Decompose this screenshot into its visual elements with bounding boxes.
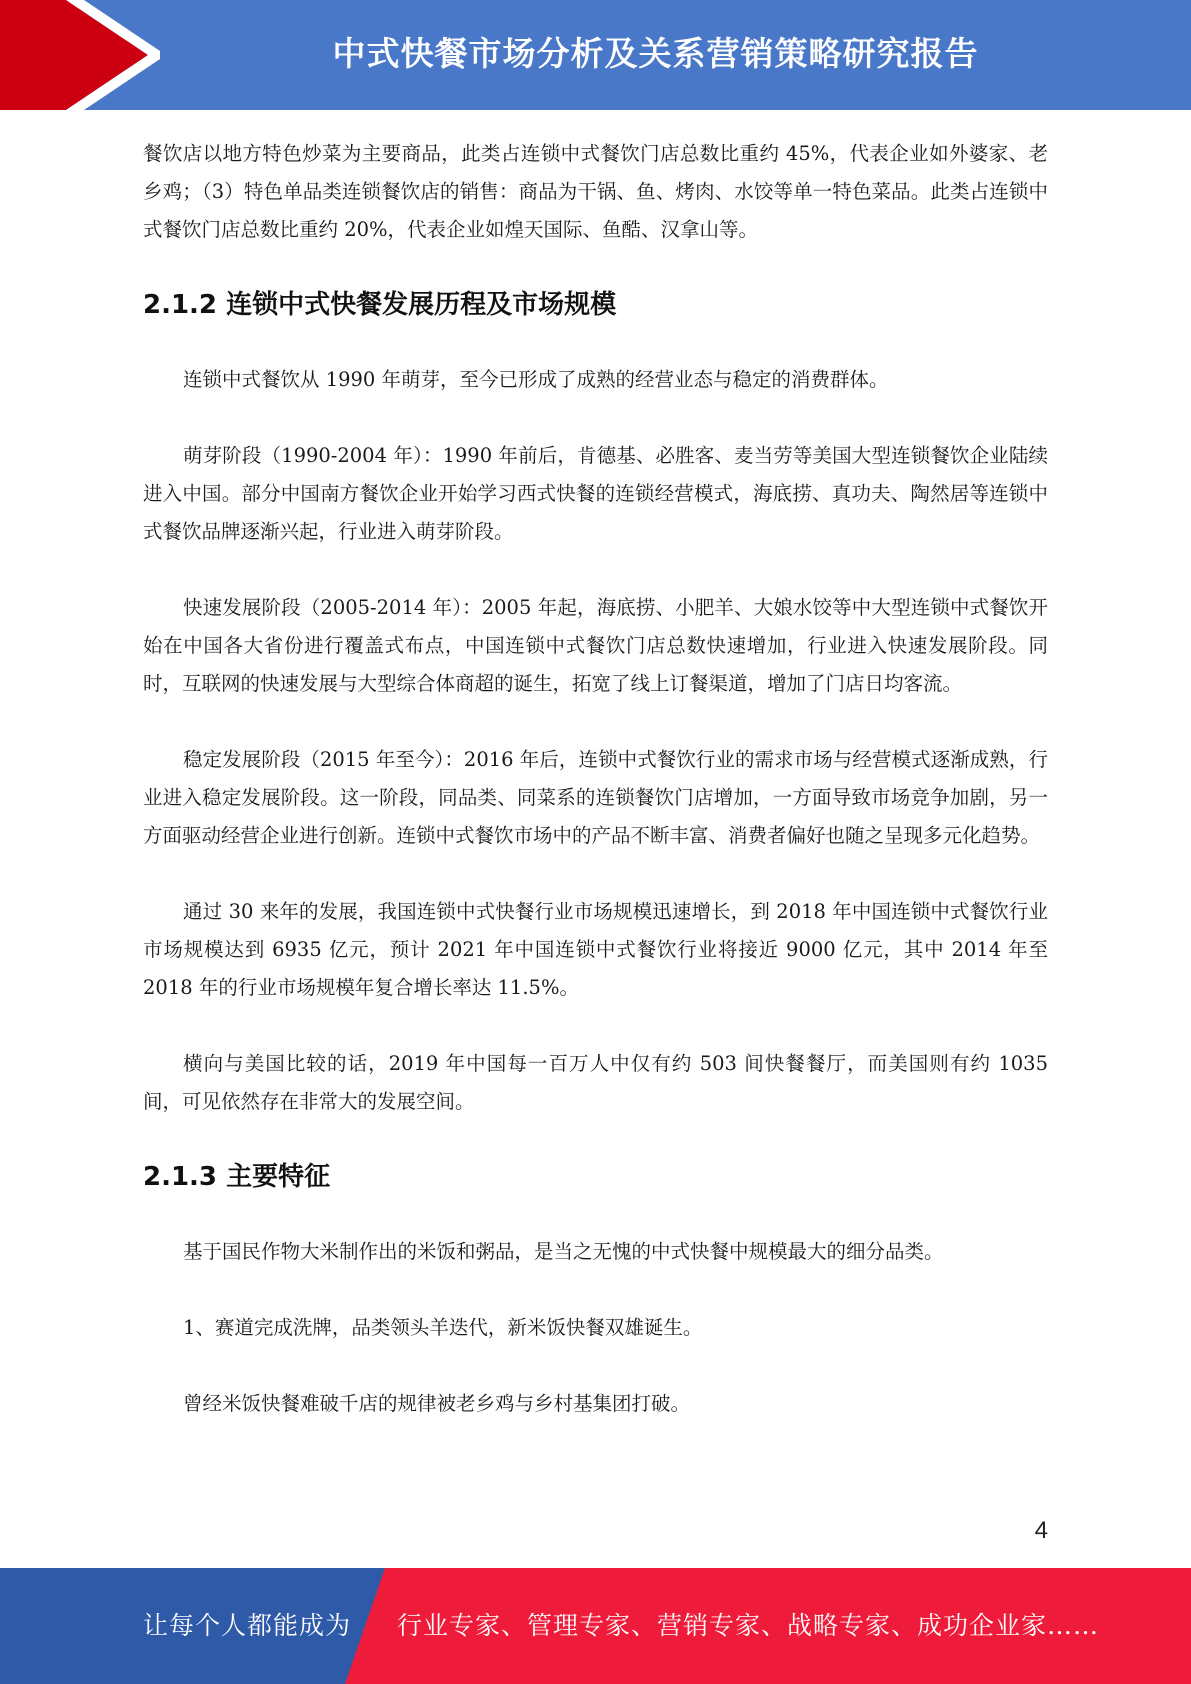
page-footer: [0, 1568, 1191, 1684]
paragraph: 1、赛道完成洗牌，品类领头羊迭代，新米饭快餐双雄诞生。: [183, 1316, 703, 1339]
page-number: 4: [1034, 1517, 1048, 1544]
paragraph: 横向与美国比较的话，2019 年中国每一百万人中仅有约 503 间快餐餐厅，而美国则有约 1035 间，可见依然存在非常大的发展空间。: [143, 1052, 1048, 1113]
section-heading-2-1-2: 2.1.2 连锁中式快餐发展历程及市场规模: [143, 290, 617, 320]
paragraph: 基于国民作物大米制作出的米饭和粥品，是当之无愧的中式快餐中规模最大的细分品类。: [183, 1240, 944, 1263]
intro-paragraph: 餐饮店以地方特色炒菜为主要商品，此类占连锁中式餐饮门店总数比重约 45%，代表企业如外婆家、老乡鸡；（3）特色单品类连锁餐饮店的销售：商品为干锅、鱼、烤肉、水饺等单一特色菜品。此类占连锁中式餐饮门店总数比重约 20%，代表企业如煌天国际、鱼酷、汉拿山等。: [143, 142, 1048, 241]
paragraph: 通过 30 来年的发展，我国连锁中式快餐行业市场规模迅速增长，到 2018 年中国连锁中式餐饮行业市场规模达到 6935 亿元，预计 2021 年中国连锁中式餐饮行业将接近 9000 亿元，其中 2014 年至 2018 年的行业市场规模年复合增长率达 11.5%。: [143, 900, 1048, 999]
section-heading-2-1-3: 2.1.3 主要特征: [143, 1162, 331, 1192]
report-title: 中式快餐市场分析及关系营销策略研究报告: [332, 34, 979, 73]
header-chevron-icon: [0, 0, 160, 110]
paragraph: 快速发展阶段（2005-2014 年）：2005 年起，海底捞、小肥羊、大娘水饺等中大型连锁中式餐饮开始在中国各大省份进行覆盖式布点，中国连锁中式餐饮门店总数快速增加，行业进入快速发展阶段。同时，互联网的快速发展与大型综合体商超的诞生，拓宽了线上订餐渠道，增加了门店日均客流。: [143, 596, 1048, 695]
footer-slogan-right: 行业专家、管理专家、营销专家、战略专家、成功企业家……: [397, 1611, 1100, 1640]
paragraph: 稳定发展阶段（2015 年至今）：2016 年后，连锁中式餐饮行业的需求市场与经营模式逐渐成熟，行业进入稳定发展阶段。这一阶段，同品类、同菜系的连锁餐饮门店增加，一方面导致市场竞争加剧，另一方面驱动经营企业进行创新。连锁中式餐饮市场中的产品不断丰富、消费者偏好也随之呈现多元化趋势。: [143, 748, 1048, 847]
paragraph: 连锁中式餐饮从 1990 年萌芽，至今已形成了成熟的经营业态与稳定的消费群体。: [183, 368, 889, 391]
paragraph: 萌芽阶段（1990-2004 年）：1990 年前后，肯德基、必胜客、麦当劳等美国大型连锁餐饮企业陆续进入中国。部分中国南方餐饮企业开始学习西式快餐的连锁经营模式，海底捞、真功夫、陶然居等连锁中式餐饮品牌逐渐兴起，行业进入萌芽阶段。: [143, 444, 1048, 543]
footer-slogan-left: 让每个人都能成为: [143, 1611, 352, 1640]
page-header: [0, 0, 1191, 110]
paragraph: 曾经米饭快餐难破千店的规律被老乡鸡与乡村基集团打破。: [183, 1392, 691, 1415]
document-body: [143, 135, 1048, 1423]
